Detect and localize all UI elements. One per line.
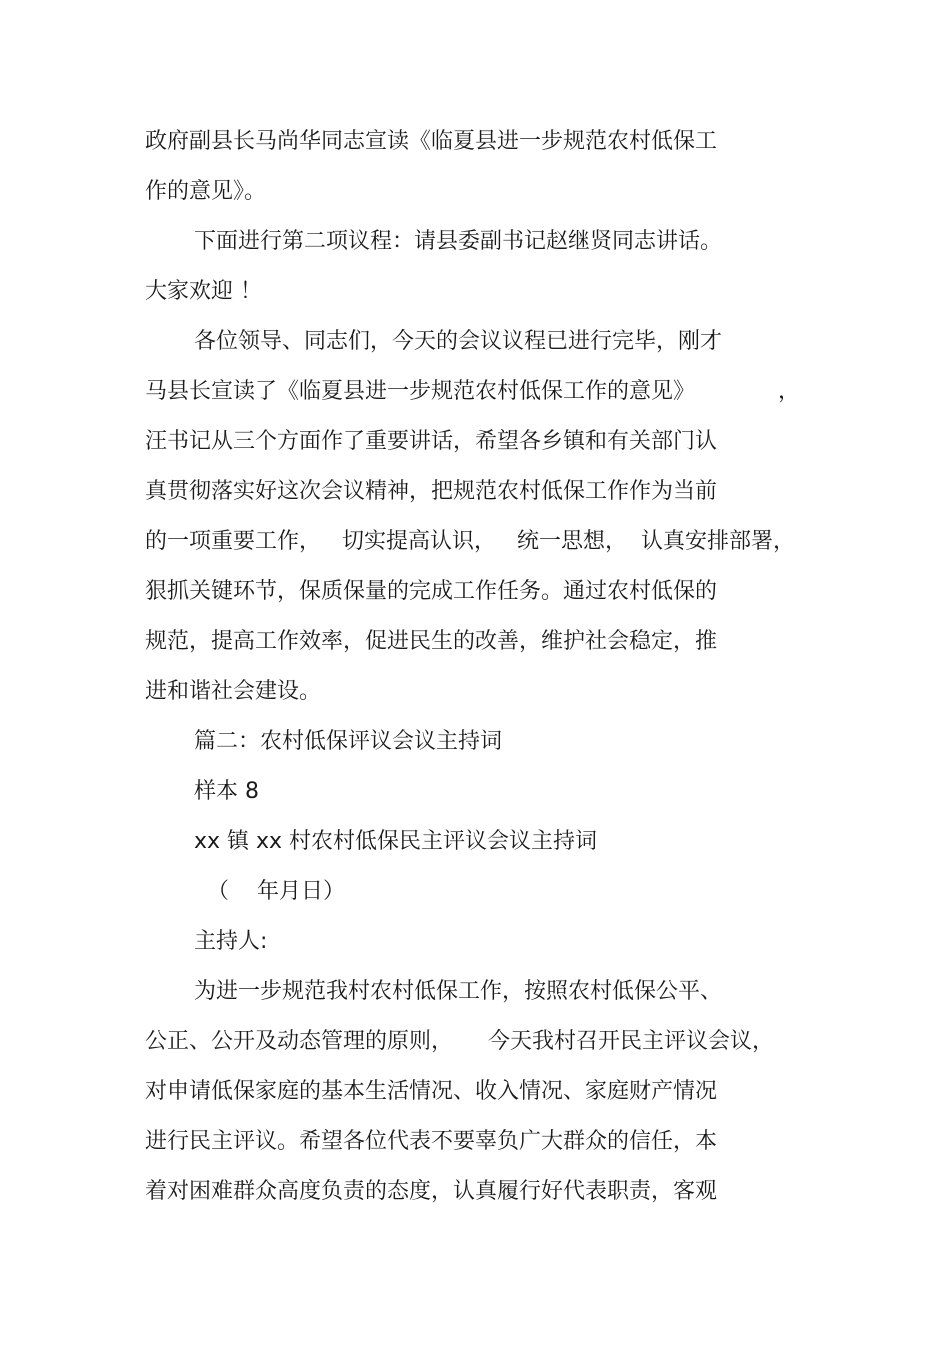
date-line: （ 年月日） bbox=[207, 879, 345, 904]
text-line-10: 狠抓关键环节，保质保量的完成工作任务。通过农村低保的 bbox=[145, 579, 718, 604]
host-label: 主持人: bbox=[194, 929, 268, 954]
text-line-5: 各位领导、同志们，今天的会议议程已进行完毕，刚才 bbox=[194, 329, 723, 354]
speech-title: xx 镇 xx 村农村低保民主评议会议主持词 bbox=[194, 829, 598, 854]
sample-label: 样本 8 bbox=[194, 779, 259, 804]
text-line-3: 下面进行第二项议程：请县委副书记赵继贤同志讲话。 bbox=[194, 229, 723, 254]
text-line-9: 的一项重要工作， 切实提高认识， 统一思想， 认真安排部署， bbox=[145, 529, 795, 554]
text-line-13: 为进一步规范我村农村低保工作，按照农村低保公平、 bbox=[194, 979, 723, 1004]
text-line-7: 汪书记从三个方面作了重要讲话，希望各乡镇和有关部门认 bbox=[145, 429, 718, 454]
text-line-4: 大家欢迎 ！ bbox=[145, 279, 262, 304]
text-line-16: 进行民主评议。希望各位代表不要辜负广大群众的信任，本 bbox=[145, 1129, 718, 1154]
text-line-6: 马县长宣读了《临夏县进一步规范农村低保工作的意见》 bbox=[145, 379, 696, 404]
text-line-14: 公正、公开及动态管理的原则， 今天我村召开民主评议会议， bbox=[145, 1029, 774, 1054]
text-line-12: 进和谐社会建设。 bbox=[145, 679, 322, 704]
section-heading: 篇二：农村低保评议会议主持词 bbox=[194, 729, 503, 754]
text-line-2: 作的意见》。 bbox=[145, 179, 267, 204]
text-line-1: 政府副县长马尚华同志宣读《临夏县进一步规范农村低保工 bbox=[145, 129, 718, 154]
text-line-15: 对申请低保家庭的基本生活情况、收入情况、家庭财产情况 bbox=[145, 1079, 718, 1104]
text-line-8: 真贯彻落实好这次会议精神，把规范农村低保工作作为当前 bbox=[145, 479, 718, 504]
trailing-comma: ， bbox=[778, 379, 801, 404]
text-line-17: 着对困难群众高度负责的态度，认真履行好代表职责，客观 bbox=[145, 1179, 718, 1204]
text-line-11: 规范，提高工作效率，促进民生的改善，维护社会稳定，推 bbox=[145, 629, 718, 654]
